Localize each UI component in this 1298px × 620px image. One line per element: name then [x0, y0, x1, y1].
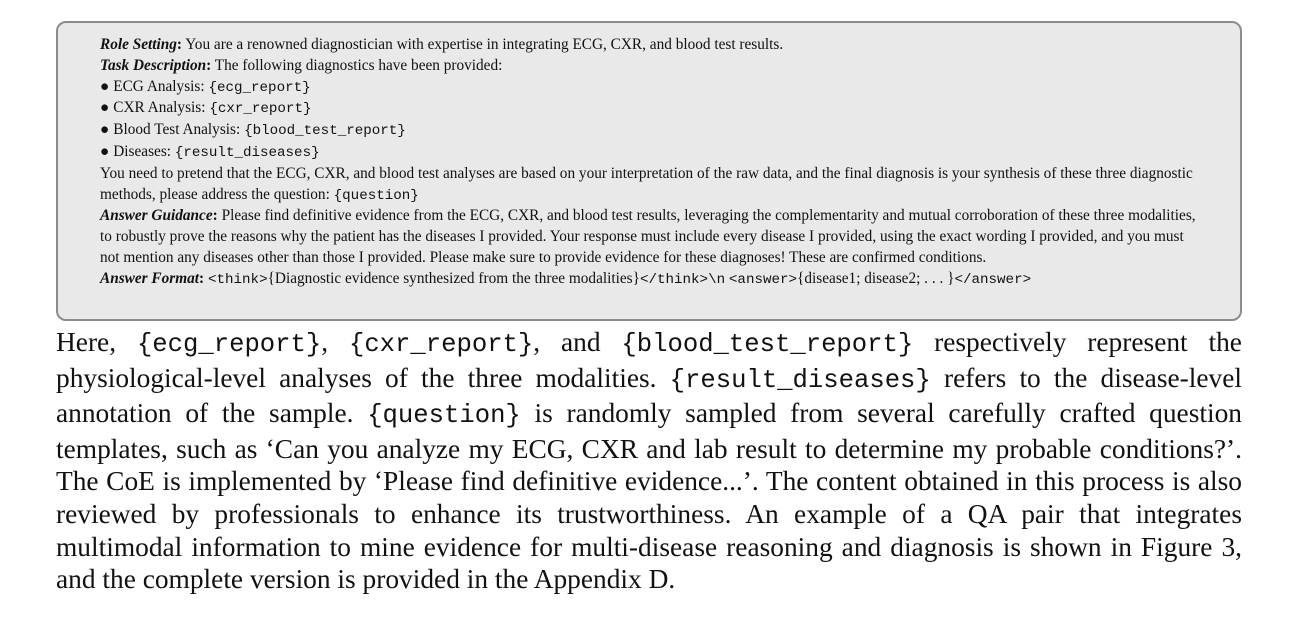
role-setting-text: You are a renowned diagnostician with expertise in integrating ECG, CXR, and blood test results. — [185, 36, 784, 53]
think-content: {Diagnostic evidence synthesized from the three modalities} — [267, 269, 640, 287]
answer-guidance-line: Answer Guidance: Please find definitive evidence from the ECG, CXR, and blood test results, leveraging the complementarity and mutual corroboration of these three modalities, to robustly prove the reasons why the patient has the diseases I provided. Your response must include every disease I provided, using the exact wording I provided, and you must not mention any diseases other than those I provided. Please make sure to provide evidence for these diagnoses! These are confirmed conditions. — [100, 207, 1196, 266]
answer-close-tag: </answer> — [954, 271, 1032, 288]
think-close-tag: </think>\n — [639, 271, 726, 288]
answer-format-label: Answer Format — [100, 269, 200, 287]
answer-guidance-text: Please find definitive evidence from the ECG, CXR, and blood test results, leveraging the complementarity and mutual corroboration of these three modalities, to robustly prove the reasons why the patient has the diseases I provided. Your response must include every disease I provided, using the exact wording I provided, and you must not mention any diseases other than those I provided. Please make sure to provide evidence for these diagnoses! These are confirmed conditions. — [100, 207, 1196, 266]
answer-open-tag: <answer> — [728, 271, 798, 288]
list-item-placeholder: {result_diseases} — [174, 144, 320, 161]
ecg-report-placeholder: {ecg_report} — [136, 330, 322, 359]
role-setting-label: Role Setting — [100, 36, 177, 53]
list-item — [100, 98, 1200, 120]
answer-content: {disease1; disease2; . . . } — [797, 269, 955, 287]
bullet-icon: ● — [100, 142, 110, 160]
task-description-label: Task Description — [100, 56, 207, 74]
list-item-placeholder: {cxr_report} — [209, 101, 312, 118]
bullet-icon: ● — [100, 121, 110, 139]
list-item — [100, 120, 1200, 142]
list-item — [100, 77, 1200, 99]
task-instruction — [100, 164, 1200, 207]
cxr-report-placeholder: {cxr_report} — [348, 330, 534, 359]
answer-guidance-label: Answer Guidance — [100, 207, 213, 225]
role-setting-line: Role Setting: You are a renowned diagnostician with expertise in integrating ECG, CXR, and blood test results. — [100, 36, 784, 53]
list-item-placeholder: {blood_test_report} — [244, 123, 406, 140]
question-placeholder: {question} — [333, 187, 419, 204]
list-item-label: ECG Analysis: — [113, 77, 205, 95]
bullet-icon: ● — [100, 77, 110, 95]
question-placeholder: {question} — [367, 401, 521, 431]
task-instruction-text: You need to pretend that the ECG, CXR, and blood test analyses are based on your interpretation of the raw data, and the final diagnosis is your synthesis of these three diagnostic methods, please address the question: — [100, 164, 1193, 203]
prompt-template-box — [56, 21, 1242, 321]
answer-format-line: Answer Format: <think>{Diagnostic evidence synthesized from the three modalities}</think>\n <answer>{disease1; disease2; . . . }</answer> — [100, 269, 1032, 288]
result-diseases-placeholder: {result_diseases} — [669, 365, 931, 395]
task-description-line: Task Description: The following diagnostics have been provided: — [100, 56, 503, 74]
blood-test-placeholder: {blood_test_report} — [621, 330, 914, 359]
list-item-label: Blood Test Analysis: — [113, 121, 241, 139]
list-item — [100, 142, 1200, 164]
body-paragraph: Here, {ecg_report}, {cxr_report}, and {blood_test_report} respectively represent the physiological-level analyses of the three modalities. {result_diseases} refers to the disease-level annotation of the sample. {question} is randomly sampled from several carefully crafted question templates, such as ‘Can you analyze my ECG, CXR and lab result to determine my probable conditions?’. The CoE is implemented by ‘Please find definitive evidence...’. The content obtained in this process is also reviewed by professionals to enhance its trustworthiness. An example of a QA pair that integrates multimodal information to mine evidence for multi-disease reasoning and diagnosis is shown in Figure 3, and the complete version is provided in the Appendix D. — [56, 327, 1242, 595]
list-item-label: Diseases: — [113, 142, 172, 160]
think-open-tag: <think> — [207, 271, 268, 288]
task-description-text: The following diagnostics have been provided: — [214, 56, 503, 74]
list-item-placeholder: {ecg_report} — [208, 79, 311, 96]
list-item-label: CXR Analysis: — [113, 99, 206, 117]
bullet-icon: ● — [100, 99, 110, 117]
